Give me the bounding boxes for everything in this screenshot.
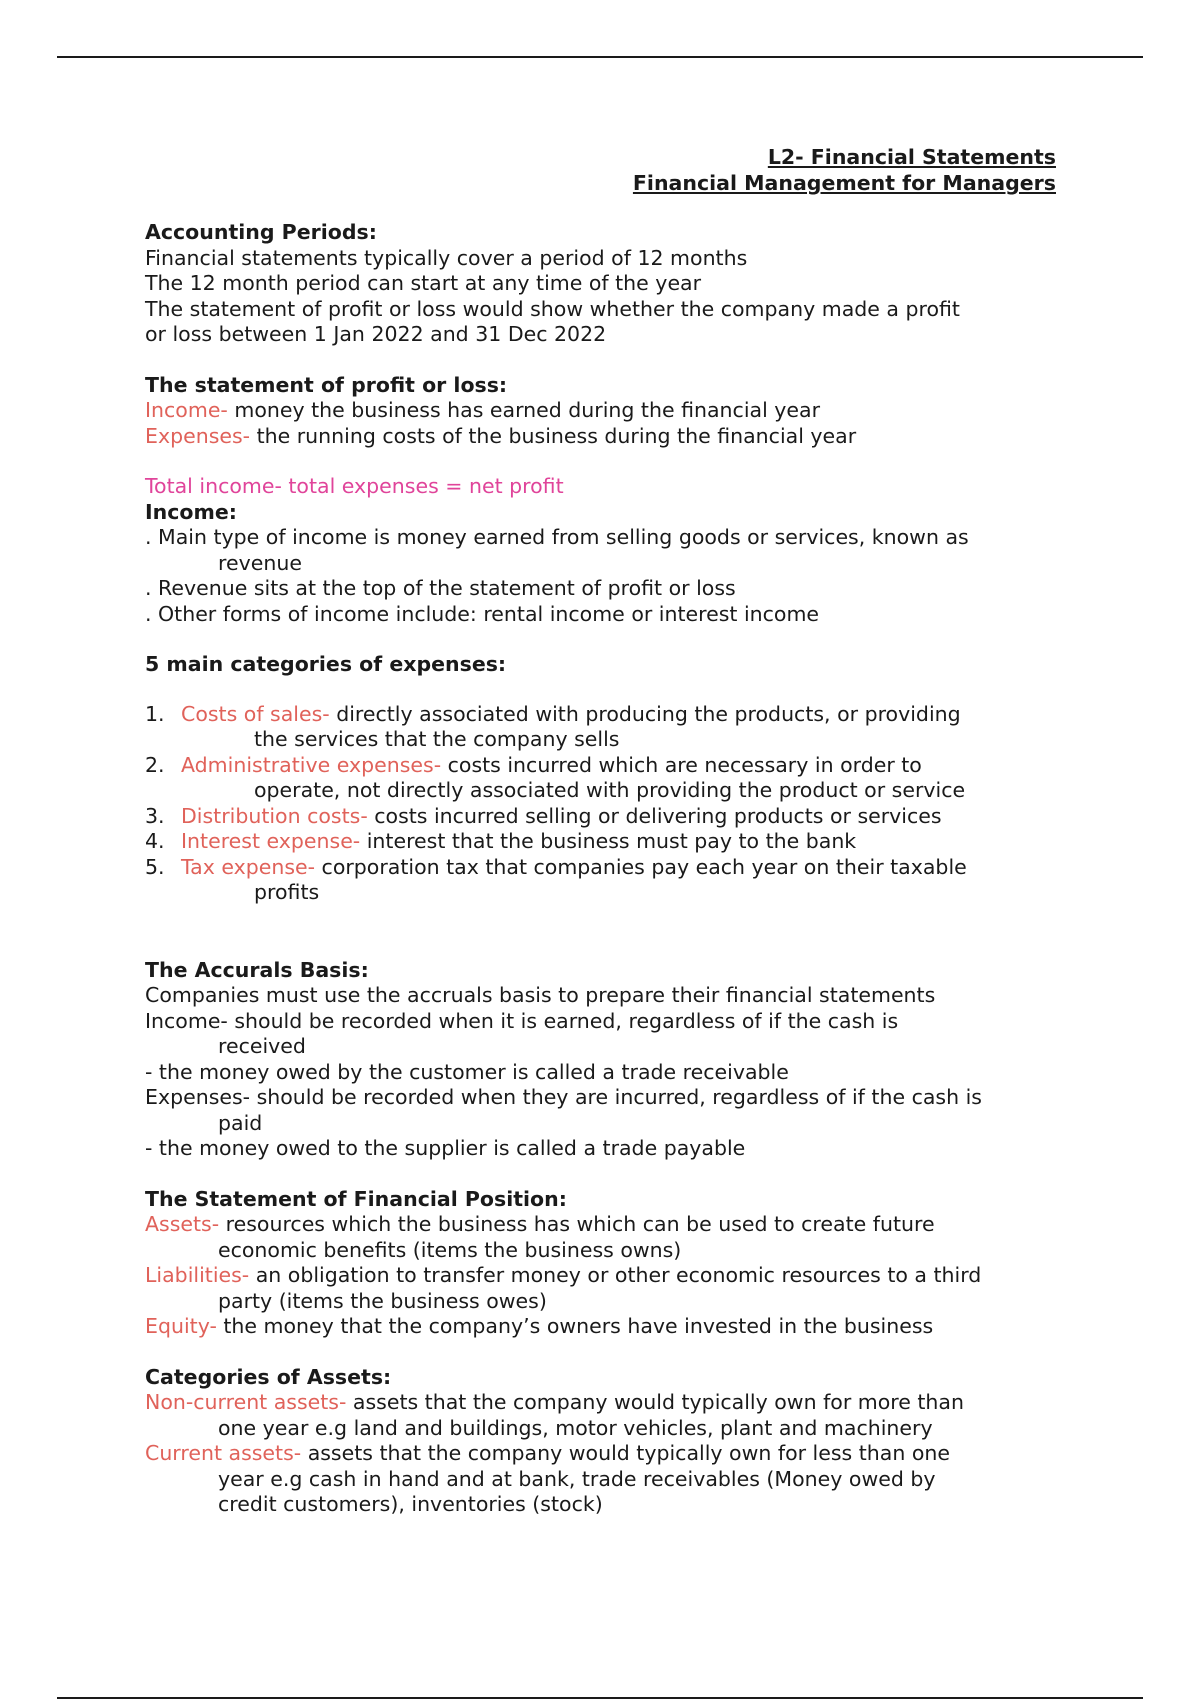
net-profit-formula: Total income- total expenses = net profit xyxy=(145,474,564,498)
title-line-1: L2- Financial Statements xyxy=(767,145,1056,169)
term: Expenses- xyxy=(145,423,251,448)
text-continuation: year e.g cash in hand and at bank, trade receivables (Money owed by xyxy=(218,1466,936,1491)
heading-accruals: The Accurals Basis: xyxy=(145,957,369,982)
title-line-2: Financial Management for Managers xyxy=(632,171,1056,195)
definition-noncurrent-assets: Non-current assets- assets that the company would typically own for more than xyxy=(145,1390,964,1414)
definition-current-assets: Current assets- assets that the company would typically own for less than one xyxy=(145,1441,950,1465)
text-continuation: paid xyxy=(218,1110,263,1135)
heading-expense-categories: 5 main categories of expenses: xyxy=(145,652,507,676)
heading-profit-loss: The statement of profit or loss: xyxy=(145,372,508,397)
list-item: 4. Interest expense- interest that the business must pay to the bank xyxy=(145,829,857,853)
definition-assets: Assets- resources which the business has which can be used to create future xyxy=(145,1212,935,1236)
heading-asset-categories: Categories of Assets: xyxy=(145,1364,392,1389)
text-line: Companies must use the accruals basis to prepare their financial statements xyxy=(145,983,936,1007)
text-line: The 12 month period can start at any time of the year xyxy=(145,271,702,295)
list-item: 1. Costs of sales- directly associated with producing the products, or providing the services that the company sells xyxy=(145,701,961,751)
heading-financial-position: The Statement of Financial Position: xyxy=(145,1186,567,1211)
text-continuation: one year e.g land and buildings, motor vehicles, plant and machinery xyxy=(218,1415,933,1440)
text-line: - the money owed by the customer is called a trade receivable xyxy=(145,1059,789,1084)
term: Equity- xyxy=(145,1314,217,1338)
term: Administrative expenses- xyxy=(181,752,442,777)
term: Non-current assets- xyxy=(145,1390,347,1414)
text-line: or loss between 1 Jan 2022 and 31 Dec 2022 xyxy=(145,322,607,346)
term: Tax expense- xyxy=(181,854,316,879)
top-rule xyxy=(57,56,1143,58)
term: Liabilities- xyxy=(145,1263,250,1287)
bottom-rule xyxy=(57,1697,1143,1699)
term: Income- xyxy=(145,398,228,422)
bullet: . Main type of income is money earned from selling goods or services, known as xyxy=(145,525,969,549)
text-continuation: party (items the business owes) xyxy=(218,1288,547,1313)
heading-income: Income: xyxy=(145,499,237,524)
definition-equity: Equity- the money that the company’s owners have invested in the business xyxy=(145,1314,934,1338)
term: Costs of sales- xyxy=(181,701,330,726)
bullet: . Other forms of income include: rental income or interest income xyxy=(145,601,820,626)
heading-accounting-periods: Accounting Periods: xyxy=(145,220,377,244)
text-line: The statement of profit or loss would show whether the company made a profit xyxy=(145,296,960,321)
text-line: Income- should be recorded when it is earned, regardless of if the cash is xyxy=(145,1008,899,1033)
list-item: 3. Distribution costs- costs incurred selling or delivering products or services xyxy=(145,803,942,828)
document-body xyxy=(145,220,1065,1518)
term: Assets- xyxy=(145,1212,220,1236)
bullet: . Revenue sits at the top of the statement of profit or loss xyxy=(145,576,736,600)
text-continuation: received xyxy=(218,1034,306,1058)
term: Distribution costs- xyxy=(181,803,368,828)
term: Interest expense- xyxy=(181,829,361,853)
list-item: 2. Administrative expenses- costs incurred which are necessary in order to operate, not directly associated with providing the product or service xyxy=(145,752,966,802)
definition-liabilities: Liabilities- an obligation to transfer money or other economic resources to a third xyxy=(145,1263,982,1287)
bullet-continuation: revenue xyxy=(218,550,302,575)
text-line: Expenses- should be recorded when they are incurred, regardless of if the cash is xyxy=(145,1085,982,1109)
text-continuation: credit customers), inventories (stock) xyxy=(218,1492,603,1516)
definition-income: Income- money the business has earned during the financial year xyxy=(145,398,821,422)
text-line: - the money owed to the supplier is called a trade payable xyxy=(145,1136,746,1160)
text-line: Financial statements typically cover a period of 12 months xyxy=(145,245,748,270)
list-item: 5. Tax expense- corporation tax that companies pay each year on their taxable profits xyxy=(145,854,967,904)
definition-expenses: Expenses- the running costs of the business during the financial year xyxy=(145,423,857,448)
document-title xyxy=(633,144,1056,196)
term: Current assets- xyxy=(145,1441,302,1465)
text-continuation: economic benefits (items the business owns) xyxy=(218,1237,682,1262)
